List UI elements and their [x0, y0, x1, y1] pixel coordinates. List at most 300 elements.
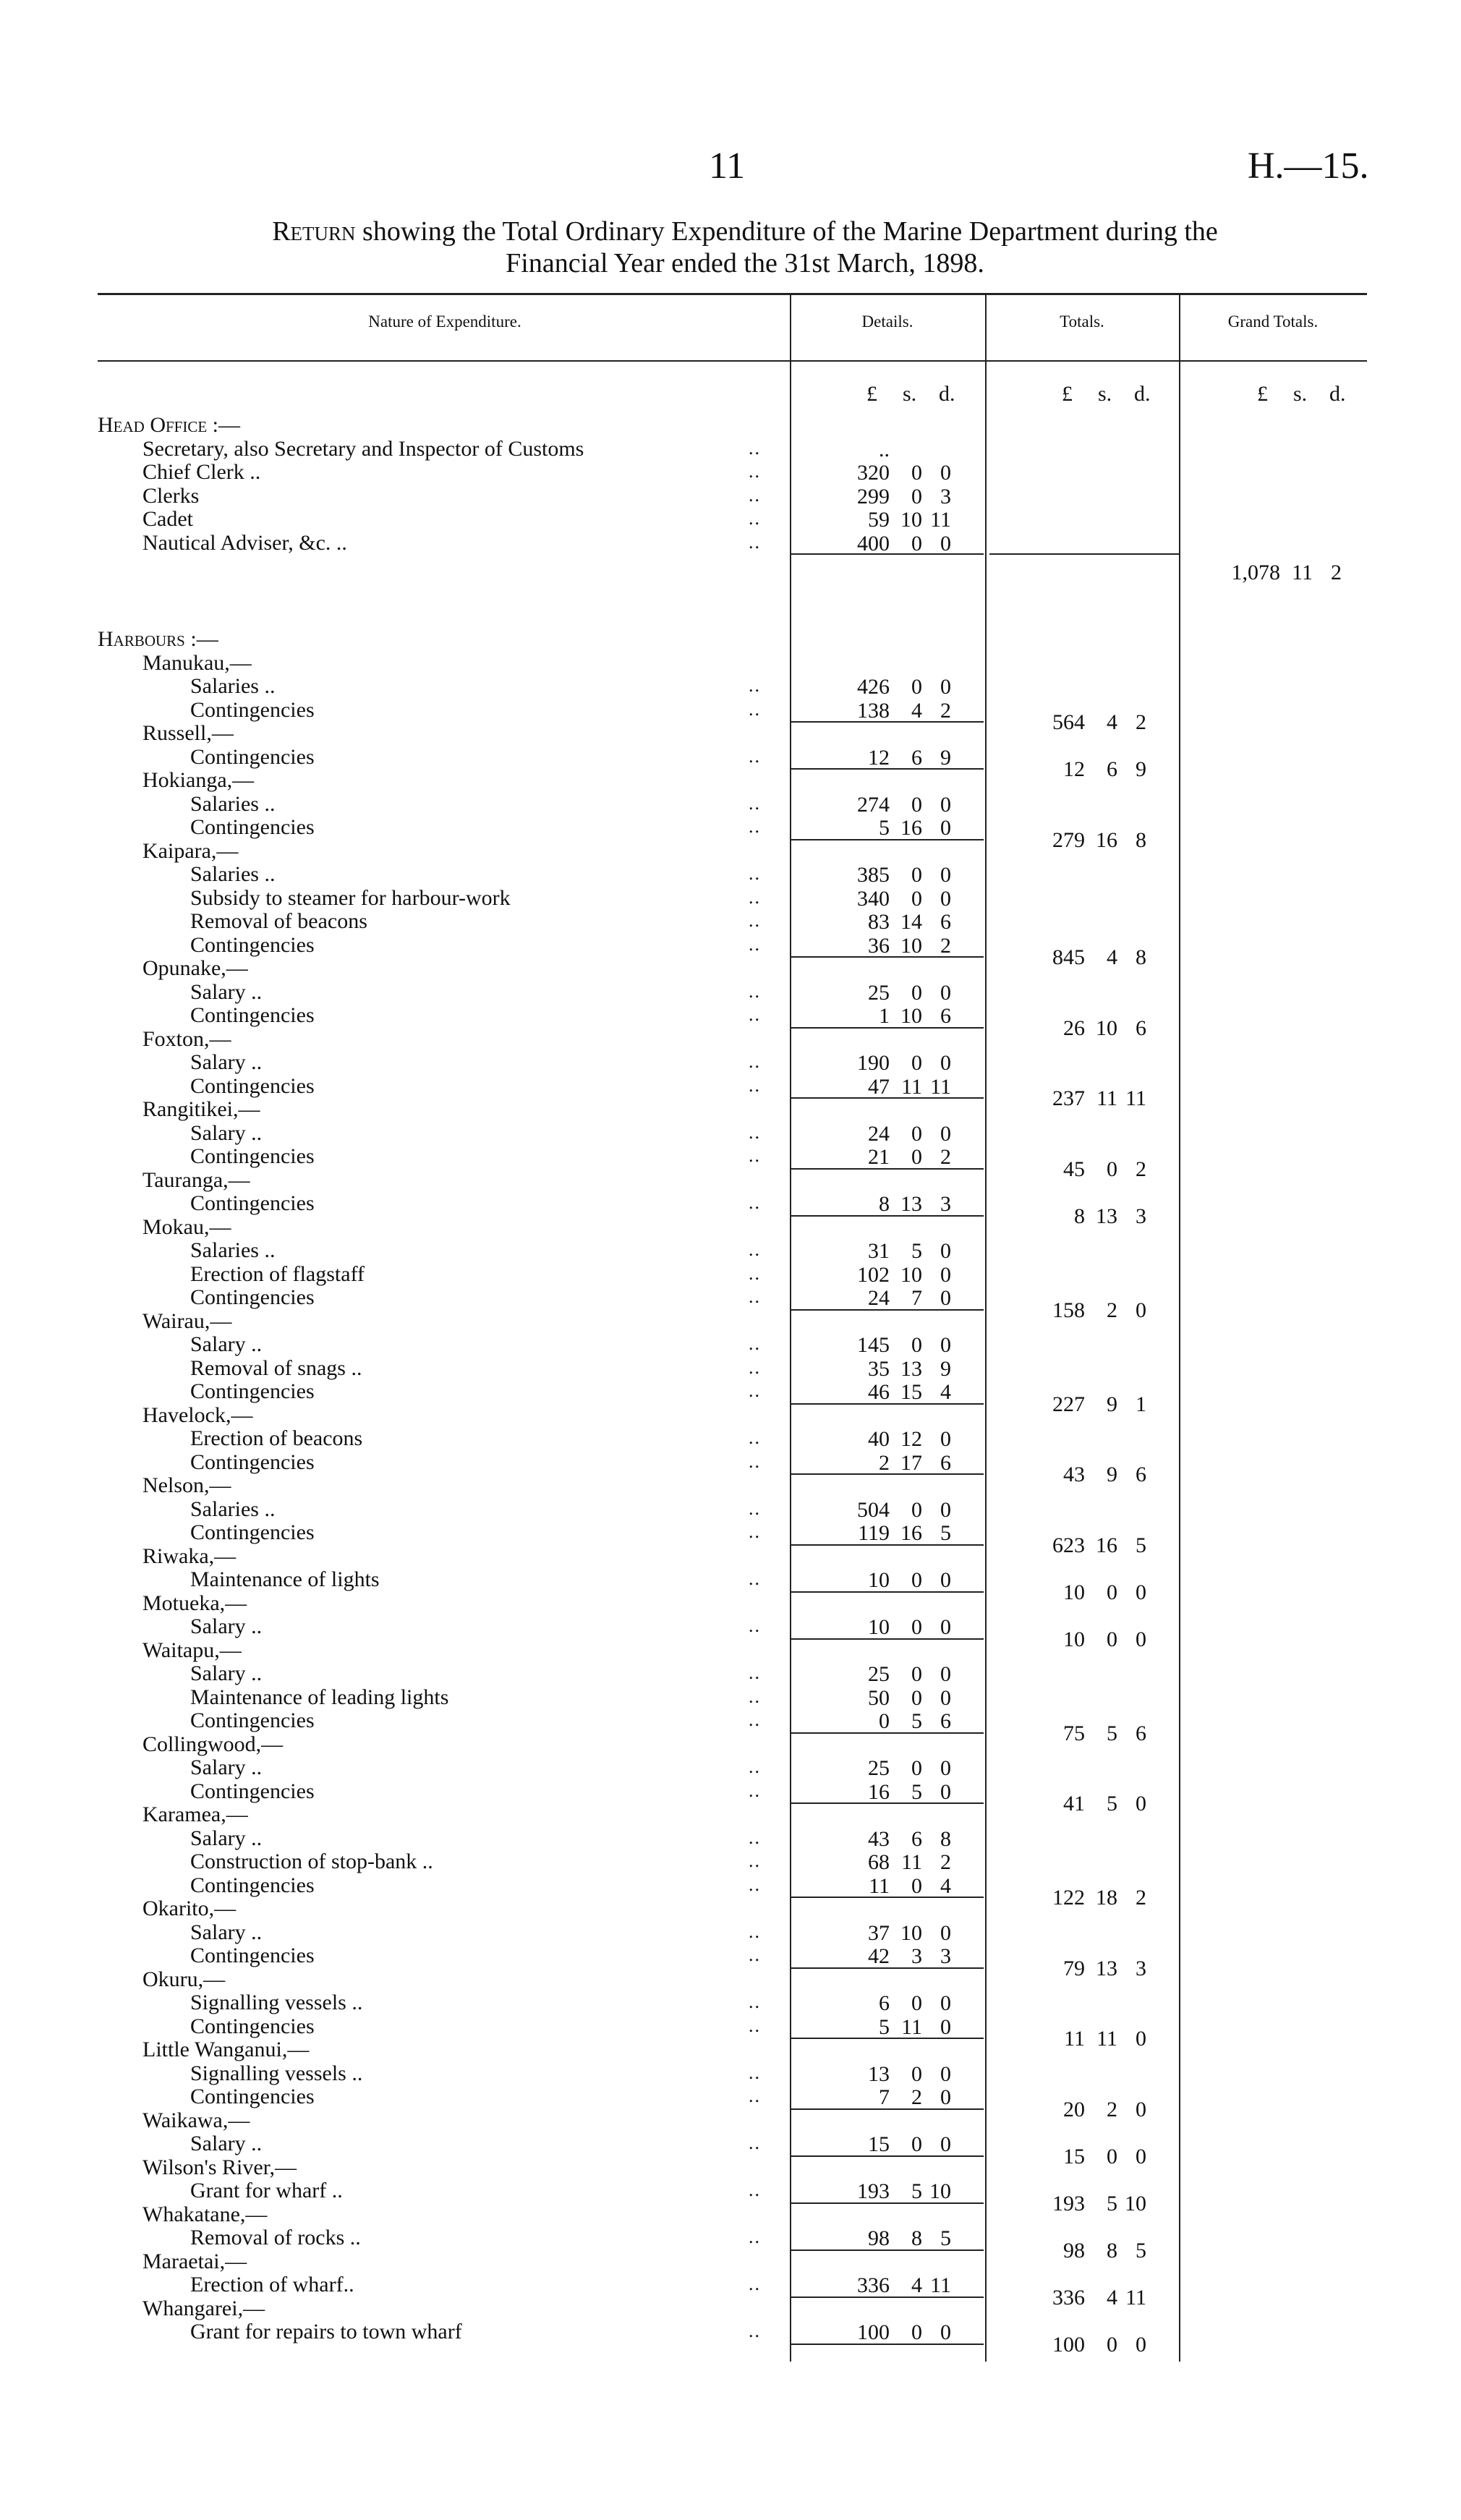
- harbour-item-amount-pounds: 504: [857, 1497, 890, 1522]
- leader-dots: ..: [749, 1450, 761, 1472]
- head-office-item-amount-shillings: 0: [911, 531, 922, 555]
- leader-dots: ..: [749, 2179, 761, 2200]
- harbour-total-pence: 8: [1136, 827, 1146, 852]
- harbour-item-amount-pounds: 37: [868, 1920, 890, 1945]
- harbour-total-pence: 5: [1136, 2238, 1146, 2263]
- harbour-item-amount-pence: 0: [940, 1497, 951, 1522]
- harbour-item-amount-pence: 0: [940, 1121, 951, 1146]
- harbour-item-label: Salary ..: [190, 1120, 263, 1145]
- harbour-item-amount-shillings: 13: [900, 1356, 922, 1381]
- harbour-item-amount-pence: 11: [930, 2273, 951, 2297]
- harbour-total-pence: 10: [1125, 2191, 1146, 2215]
- leader-dots: ..: [749, 1850, 761, 1871]
- harbour-item-amount-pounds: 68: [868, 1850, 890, 1874]
- harbour-item-amount-pence: 0: [940, 886, 951, 911]
- harbour-item-amount-pounds: 7: [879, 2085, 890, 2109]
- harbour-item-amount-shillings: 10: [900, 933, 922, 958]
- harbour-total-pounds: 15: [1063, 2144, 1085, 2168]
- details-subtotal-rule: [790, 956, 984, 958]
- harbour-item-amount-shillings: 0: [911, 792, 922, 817]
- title-line1: showing the Total Ordinary Expenditure of the Marine Department during the: [362, 216, 1218, 247]
- harbour-item-amount-pence: 0: [940, 1568, 951, 1592]
- harbour-item-amount-shillings: 5: [911, 1239, 922, 1263]
- harbour-name: Okarito,—: [142, 1897, 237, 1920]
- harbour-total-pounds: 10: [1063, 1627, 1085, 1651]
- harbour-item-amount-pounds: 11: [869, 1873, 890, 1898]
- harbour-item-label: Contingencies: [190, 1450, 315, 1474]
- harbour-item-amount-shillings: 0: [911, 1873, 922, 1898]
- details-left-rule: [790, 293, 791, 2362]
- totals-unit-pound: £: [1062, 382, 1073, 406]
- details-subtotal-rule: [790, 1168, 984, 1170]
- harbour-total-shillings: 6: [1107, 757, 1117, 781]
- grand-unit-pound: £: [1257, 382, 1268, 406]
- harbour-item-label: Grant for wharf ..: [190, 2179, 343, 2202]
- harbour-name: Collingwood,—: [142, 1732, 284, 1756]
- harbour-total-pounds: 11: [1064, 2027, 1085, 2051]
- harbour-total-shillings: 11: [1096, 2027, 1117, 2051]
- harbour-total-pounds: 43: [1063, 1463, 1085, 1486]
- leader-dots: ..: [749, 1826, 761, 1848]
- harbour-item-amount-shillings: 11: [901, 2014, 922, 2039]
- harbour-item-amount-pounds: 31: [868, 1239, 890, 1263]
- details-subtotal-rule: [790, 1732, 984, 1734]
- harbour-name: Russell,—: [142, 721, 234, 745]
- harbour-item-amount-pence: 3: [940, 1944, 951, 1968]
- harbour-total-pence: 6: [1136, 1463, 1146, 1486]
- harbour-item-label: Removal of snags ..: [190, 1355, 362, 1380]
- details-subtotal-rule: [790, 2038, 984, 2039]
- harbour-item-amount-pounds: 6: [879, 1991, 890, 2015]
- harbour-name: Waikawa,—: [142, 2108, 250, 2132]
- details-subtotal-rule: [790, 1638, 984, 1640]
- leader-dots: ..: [749, 1333, 761, 1354]
- harbour-item-label: Contingencies: [190, 1191, 315, 1215]
- harbour-name: Little Wanganui,—: [142, 2038, 310, 2061]
- harbour-total-pence: 0: [1136, 1627, 1146, 1651]
- harbour-item-amount-shillings: 15: [900, 1380, 922, 1404]
- harbour-total-pence: 3: [1136, 1956, 1146, 1980]
- harbour-item-label: Contingencies: [190, 2085, 315, 2108]
- harbour-name: Opunake,—: [142, 956, 248, 980]
- harbour-item-amount-pounds: 145: [857, 1333, 890, 1357]
- harbour-item-amount-pence: 0: [940, 863, 951, 887]
- harbour-item-amount-pounds: 2: [879, 1450, 890, 1475]
- harbour-item-amount-pounds: 138: [857, 698, 890, 723]
- harbour-total-pounds: 100: [1052, 2332, 1085, 2357]
- harbour-item-amount-shillings: 0: [911, 1121, 922, 1146]
- harbour-item-amount-pounds: 24: [868, 1121, 890, 1146]
- harbour-item-label: Contingencies: [190, 2014, 315, 2038]
- head-office-heading: Head Office :—: [98, 413, 241, 437]
- details-subtotal-rule: [790, 839, 984, 840]
- harbour-total-shillings: 0: [1107, 2332, 1117, 2357]
- harbour-item-amount-pounds: 42: [868, 1944, 890, 1968]
- harbour-name: Motueka,—: [142, 1591, 247, 1615]
- harbour-item-label: Salary ..: [190, 2132, 263, 2155]
- leader-dots: ..: [749, 1920, 761, 1942]
- harbour-item-amount-pounds: 15: [868, 2132, 890, 2156]
- harbour-item-amount-pence: 0: [940, 1662, 951, 1686]
- harbour-item-amount-shillings: 5: [911, 2179, 922, 2203]
- details-subtotal-rule: [790, 1544, 984, 1546]
- harbour-item-label: Signalling vessels ..: [190, 1991, 363, 2014]
- leader-dots: ..: [749, 531, 761, 553]
- table-title: [108, 216, 1381, 279]
- harbour-item-amount-shillings: 2: [911, 2085, 922, 2109]
- harbour-item-amount-pounds: 10: [868, 1568, 890, 1592]
- harbour-total-pence: 11: [1125, 1086, 1146, 1110]
- harbour-item-label: Contingencies: [190, 1073, 315, 1098]
- harbour-item-amount-shillings: 0: [911, 1051, 922, 1075]
- harbour-item-amount-pence: 0: [940, 1991, 951, 2015]
- harbour-name: Wairau,—: [142, 1308, 232, 1333]
- leader-dots: ..: [749, 1380, 761, 1401]
- details-subtotal-rule: [790, 2249, 984, 2251]
- harbour-item-amount-pounds: 35: [868, 1356, 890, 1381]
- details-subtotal-rule: [790, 1403, 984, 1405]
- leader-dots: ..: [749, 437, 761, 459]
- harbour-item-label: Removal of beacons: [190, 909, 367, 933]
- harbour-item-amount-pounds: 1: [879, 1004, 890, 1028]
- leader-dots: ..: [749, 1779, 761, 1801]
- harbour-total-pence: 0: [1136, 2027, 1146, 2051]
- harbour-total-shillings: 9: [1107, 1463, 1117, 1486]
- table-top-rule: [98, 293, 1367, 295]
- harbour-total-pence: 0: [1136, 1792, 1146, 1815]
- head-office-item-label: Cadet: [142, 507, 193, 531]
- harbour-item-label: Contingencies: [190, 1520, 315, 1544]
- details-subtotal-rule: [790, 553, 984, 555]
- harbour-item-amount-shillings: 0: [911, 1615, 922, 1639]
- leader-dots: ..: [749, 484, 761, 506]
- harbour-item-amount-pounds: 0: [879, 1709, 890, 1733]
- harbour-total-pence: 6: [1136, 1016, 1146, 1040]
- harbour-total-pence: 2: [1136, 1157, 1146, 1181]
- leader-dots: ..: [749, 980, 761, 1002]
- totals-left-rule: [985, 293, 987, 2362]
- harbour-item-label: Salaries ..: [190, 674, 276, 698]
- harbour-item-label: Salary ..: [190, 1614, 263, 1638]
- harbour-item-amount-pounds: 24: [868, 1286, 890, 1310]
- leader-dots: ..: [749, 933, 761, 955]
- harbour-item-amount-pounds: 47: [868, 1074, 890, 1099]
- head-office-item-amount-shillings: 10: [900, 508, 922, 532]
- harbour-item-amount-shillings: 0: [911, 980, 922, 1005]
- harbour-total-pounds: 98: [1063, 2238, 1085, 2263]
- harbour-total-shillings: 18: [1096, 1886, 1117, 1910]
- harbour-total-shillings: 5: [1107, 1792, 1117, 1815]
- head-office-grand-total-shillings: 11: [1292, 561, 1313, 584]
- harbour-item-amount-shillings: 4: [911, 2273, 922, 2297]
- harbour-total-pounds: 10: [1063, 1580, 1085, 1604]
- harbour-item-amount-pence: 0: [940, 2085, 951, 2109]
- harbour-item-amount-pounds: 10: [868, 1615, 890, 1639]
- harbour-item-amount-pounds: 25: [868, 980, 890, 1005]
- harbour-item-amount-shillings: 17: [900, 1450, 922, 1475]
- harbour-total-shillings: 11: [1096, 1086, 1117, 1110]
- harbour-item-amount-shillings: 0: [911, 1662, 922, 1686]
- leader-dots: ..: [749, 1074, 761, 1096]
- harbour-total-pence: 11: [1125, 2285, 1146, 2310]
- harbour-item-amount-shillings: 0: [911, 1333, 922, 1357]
- details-subtotal-rule: [790, 2296, 984, 2298]
- harbour-item-amount-pence: 6: [940, 1450, 951, 1475]
- harbour-item-label: Contingencies: [190, 1144, 315, 1168]
- details-unit-shilling: s.: [903, 382, 917, 406]
- harbour-total-pounds: 237: [1052, 1086, 1085, 1110]
- harbour-item-amount-pounds: 16: [868, 1779, 890, 1804]
- leader-dots: ..: [749, 1756, 761, 1777]
- harbour-item-amount-shillings: 6: [911, 745, 922, 770]
- harbour-item-label: Contingencies: [190, 1708, 315, 1732]
- harbour-item-amount-pounds: 100: [857, 2320, 890, 2344]
- harbour-item-amount-pounds: 193: [857, 2179, 890, 2203]
- harbour-item-amount-pence: 5: [940, 1521, 951, 1545]
- harbour-item-amount-pounds: 336: [857, 2273, 890, 2297]
- harbour-item-amount-shillings: 5: [911, 1779, 922, 1804]
- harbour-item-label: Salary ..: [190, 979, 263, 1004]
- harbour-item-label: Salaries ..: [190, 791, 276, 816]
- leader-dots: ..: [749, 2014, 761, 2036]
- details-subtotal-rule: [790, 768, 984, 770]
- details-unit-pound: £: [866, 382, 877, 406]
- harbour-name: Tauranga,—: [142, 1167, 250, 1192]
- leader-dots: ..: [749, 461, 761, 482]
- harbour-item-label: Removal of rocks ..: [190, 2226, 361, 2249]
- col-header-nature: Nature of Expenditure.: [368, 312, 521, 331]
- harbour-total-shillings: 4: [1107, 2285, 1117, 2310]
- head-office-item-amount-pounds: 400: [857, 531, 890, 555]
- harbour-name: Riwaka,—: [142, 1544, 237, 1568]
- harbour-item-amount-shillings: 5: [911, 1709, 922, 1733]
- harbour-item-label: Contingencies: [190, 932, 315, 957]
- totals-subtotal-rule: [989, 553, 1179, 555]
- head-office-item-amount-shillings: 0: [911, 484, 922, 508]
- harbour-item-amount-shillings: 12: [900, 1427, 922, 1451]
- harbour-name: Whakatane,—: [142, 2202, 268, 2226]
- harbour-name: Waitapu,—: [142, 1638, 242, 1662]
- grand-left-rule: [1179, 293, 1180, 2362]
- harbour-item-amount-shillings: 0: [911, 1991, 922, 2015]
- col-header-totals: Totals.: [1060, 312, 1104, 331]
- harbour-item-amount-shillings: 14: [900, 910, 922, 934]
- harbour-total-shillings: 13: [1096, 1204, 1117, 1228]
- harbour-item-amount-pence: 0: [940, 1779, 951, 1804]
- details-subtotal-rule: [790, 721, 984, 723]
- harbour-item-amount-pence: 0: [940, 816, 951, 840]
- totals-unit-shilling: s.: [1098, 382, 1112, 406]
- harbour-total-pence: 9: [1136, 757, 1146, 781]
- harbour-item-amount-pence: 0: [940, 1286, 951, 1310]
- harbour-item-amount-pence: 0: [940, 1615, 951, 1639]
- harbour-name: Okuru,—: [142, 1967, 226, 1991]
- harbour-item-amount-shillings: 0: [911, 2132, 922, 2156]
- harbour-item-amount-pounds: 25: [868, 1662, 890, 1686]
- head-office-item-amount-pence: 0: [940, 461, 951, 485]
- harbour-item-label: Contingencies: [190, 697, 315, 722]
- head-office-item-label: Chief Clerk ..: [142, 460, 261, 484]
- leader-dots: ..: [749, 2061, 761, 2083]
- leader-dots: ..: [749, 1262, 761, 1284]
- leader-dots: ..: [749, 1944, 761, 1965]
- harbour-total-pounds: 41: [1063, 1792, 1085, 1815]
- harbour-item-amount-pence: 0: [940, 2132, 951, 2156]
- harbour-item-amount-pounds: 190: [857, 1051, 890, 1075]
- harbour-item-amount-shillings: 0: [911, 863, 922, 887]
- harbour-item-label: Erection of beacons: [190, 1426, 363, 1450]
- harbour-item-amount-shillings: 4: [911, 698, 922, 723]
- harbour-total-shillings: 8: [1107, 2238, 1117, 2263]
- details-subtotal-rule: [790, 1473, 984, 1475]
- harbour-item-amount-pounds: 83: [868, 910, 890, 934]
- harbour-item-amount-pounds: 340: [857, 886, 890, 911]
- harbour-item-label: Maintenance of lights: [190, 1567, 380, 1591]
- head-office-item-label: Nautical Adviser, &c. ..: [142, 530, 347, 555]
- harbour-name: Mokau,—: [142, 1214, 231, 1239]
- head-office-item-amount-pence: 3: [940, 484, 951, 508]
- harbour-item-amount-shillings: 0: [911, 1685, 922, 1710]
- harbour-item-amount-pence: 0: [940, 980, 951, 1005]
- harbour-item-amount-pence: 4: [940, 1873, 951, 1898]
- grand-unit-shilling: s.: [1293, 382, 1308, 406]
- harbour-item-label: Salaries ..: [190, 1497, 276, 1521]
- head-office-item-amount-pounds: 299: [857, 484, 890, 508]
- harbour-item-label: Contingencies: [190, 1873, 315, 1897]
- page-number: 11: [709, 145, 746, 187]
- leader-dots: ..: [749, 1709, 761, 1730]
- harbour-name: Kaipara,—: [142, 838, 239, 863]
- harbour-item-label: Salaries ..: [190, 862, 276, 886]
- leader-dots: ..: [749, 2273, 761, 2294]
- harbour-item-amount-pounds: 25: [868, 1756, 890, 1780]
- harbour-item-label: Maintenance of leading lights: [190, 1685, 449, 1709]
- leader-dots: ..: [749, 1004, 761, 1025]
- harbour-item-amount-pence: 0: [940, 1051, 951, 1075]
- leader-dots: ..: [749, 910, 761, 931]
- harbour-item-amount-pounds: 385: [857, 863, 890, 887]
- harbour-item-amount-pence: 0: [940, 1239, 951, 1263]
- harbour-item-amount-shillings: 0: [911, 2320, 922, 2344]
- head-office-item-amount-shillings: 0: [911, 461, 922, 485]
- harbour-item-label: Contingencies: [190, 1944, 315, 1967]
- harbour-total-pence: 1: [1136, 1392, 1146, 1416]
- harbour-total-pounds: 26: [1063, 1016, 1085, 1040]
- leader-dots: ..: [749, 1497, 761, 1519]
- harbour-total-pence: 2: [1136, 1886, 1146, 1910]
- harbour-total-pence: 0: [1136, 1298, 1146, 1322]
- harbour-item-amount-pounds: 5: [879, 816, 890, 840]
- harbour-total-pounds: 845: [1052, 945, 1085, 969]
- harbour-total-pence: 0: [1136, 2332, 1146, 2357]
- harbour-item-amount-pence: 6: [940, 1004, 951, 1028]
- harbour-total-shillings: 2: [1107, 1298, 1117, 1322]
- harbour-total-pence: 3: [1136, 1204, 1146, 1228]
- harbour-item-amount-pence: 2: [940, 698, 951, 723]
- details-subtotal-rule: [790, 1967, 984, 1969]
- harbour-name: Maraetai,—: [142, 2249, 247, 2273]
- grand-unit-pence: d.: [1329, 382, 1346, 406]
- details-subtotal-rule: [790, 1309, 984, 1311]
- harbour-item-label: Salary ..: [190, 1755, 263, 1779]
- harbour-item-label: Erection of flagstaff: [190, 1261, 365, 1286]
- harbour-item-amount-pounds: 8: [879, 1192, 890, 1216]
- head-office-grand-total-pounds: 1,078: [1231, 561, 1280, 584]
- leader-dots: ..: [749, 508, 761, 529]
- harbour-total-pence: 5: [1136, 1533, 1146, 1557]
- leader-dots: ..: [749, 698, 761, 720]
- harbour-item-amount-shillings: 6: [911, 1826, 922, 1851]
- harbour-item-label: Contingencies: [190, 1003, 315, 1027]
- harbour-total-pounds: 193: [1052, 2191, 1085, 2215]
- details-subtotal-rule: [790, 2108, 984, 2110]
- harbour-item-amount-shillings: 0: [911, 1568, 922, 1592]
- harbour-total-shillings: 0: [1107, 1580, 1117, 1604]
- harbour-total-shillings: 13: [1096, 1956, 1117, 1980]
- harbour-item-amount-shillings: 16: [900, 1521, 922, 1545]
- harbour-total-shillings: 4: [1107, 710, 1117, 734]
- harbour-total-pounds: 564: [1052, 710, 1085, 734]
- harbour-total-shillings: 0: [1107, 1157, 1117, 1181]
- harbour-item-amount-shillings: 0: [911, 1756, 922, 1780]
- harbour-item-amount-pence: 0: [940, 675, 951, 699]
- leader-dots: ..: [749, 1521, 761, 1542]
- harbour-total-shillings: 0: [1107, 1627, 1117, 1651]
- harbour-item-amount-pence: 0: [940, 2061, 951, 2086]
- harbour-item-amount-shillings: 11: [901, 1850, 922, 1874]
- leader-dots: ..: [749, 675, 761, 696]
- harbour-item-label: Contingencies: [190, 744, 315, 769]
- harbour-item-amount-pence: 0: [940, 1262, 951, 1287]
- harbour-name: Hokianga,—: [142, 768, 255, 792]
- title-first-word: Return: [272, 216, 356, 247]
- harbour-item-amount-pounds: 13: [868, 2061, 890, 2086]
- leader-dots: ..: [749, 1991, 761, 2012]
- harbour-item-amount-pence: 11: [930, 1074, 951, 1099]
- harbour-total-pence: 6: [1136, 1721, 1146, 1745]
- harbour-item-amount-pounds: 36: [868, 933, 890, 958]
- harbour-total-pounds: 12: [1063, 757, 1085, 781]
- head-office-item-label: Clerks: [142, 483, 200, 508]
- col-header-grand: Grand Totals.: [1227, 312, 1319, 331]
- harbour-item-amount-pence: 0: [940, 1427, 951, 1451]
- leader-dots: ..: [749, 1051, 761, 1072]
- harbour-item-amount-pounds: 40: [868, 1427, 890, 1451]
- harbour-total-pence: 0: [1136, 1580, 1146, 1604]
- harbour-item-amount-pence: 9: [940, 745, 951, 770]
- col-header-details: Details.: [861, 312, 913, 331]
- harbour-total-shillings: 2: [1107, 2097, 1117, 2121]
- harbour-total-pence: 8: [1136, 945, 1146, 969]
- details-subtotal-rule: [790, 2344, 984, 2345]
- title-line2: Financial Year ended the 31st March, 1898.: [506, 248, 984, 278]
- harbour-total-shillings: 16: [1096, 1533, 1117, 1557]
- details-subtotal-rule: [790, 2202, 984, 2204]
- harbour-item-label: Erection of wharf..: [190, 2273, 354, 2296]
- harbour-total-pounds: 75: [1063, 1721, 1085, 1745]
- harbour-item-amount-pounds: 274: [857, 792, 890, 817]
- leader-dots: ..: [749, 2085, 761, 2106]
- details-subtotal-rule: [790, 1097, 984, 1099]
- leader-dots: ..: [749, 1286, 761, 1307]
- harbour-item-amount-shillings: 0: [911, 675, 922, 699]
- details-subtotal-rule: [790, 1027, 984, 1029]
- leader-dots: ..: [749, 2226, 761, 2247]
- leader-dots: ..: [749, 1356, 761, 1378]
- harbour-item-amount-shillings: 0: [911, 2061, 922, 2086]
- harbour-total-pounds: 623: [1052, 1533, 1085, 1557]
- harbour-name: Karamea,—: [142, 1802, 248, 1826]
